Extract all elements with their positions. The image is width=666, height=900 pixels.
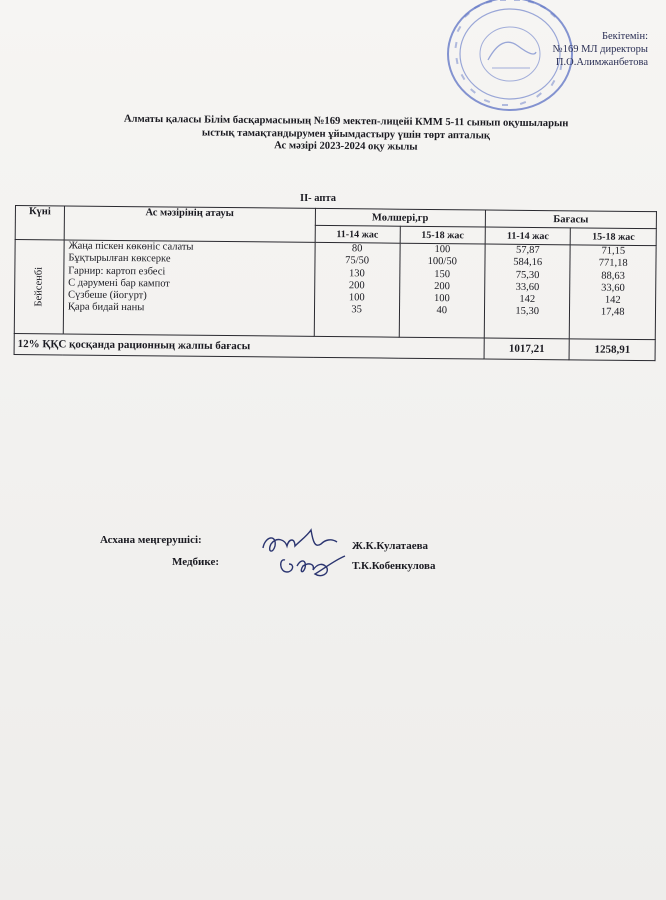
qty-value: 100 — [348, 292, 365, 304]
dish-item: Сүзбеше (йогурт) — [67, 289, 147, 302]
price-value: 57,87 — [515, 244, 540, 257]
total-label: 12% ҚҚС қосқанда рационның жалпы бағасы — [14, 333, 484, 359]
qty-value: 100 — [433, 293, 450, 305]
price-value: 33,60 — [515, 281, 540, 293]
price-value: 17,48 — [600, 307, 625, 319]
price-value: 33,60 — [601, 282, 625, 294]
approval-line-1: Бекітемін: — [601, 31, 648, 42]
qty-value: 200 — [434, 280, 450, 293]
price-value: 584,16 — [513, 257, 543, 269]
dish-item: С дәрумені бар кампот — [68, 277, 170, 290]
price-value: 71,15 — [601, 245, 626, 257]
total-age1: 1017,21 — [484, 338, 570, 360]
day-label: Бейсенбі — [33, 266, 45, 307]
price-value: 15,30 — [515, 306, 540, 318]
title-line-2: ыстық тамақтандырумен ұйымдастыру үшін төрт апталық — [201, 126, 491, 142]
dish-item: Жаңа піскен көкөніс салаты — [68, 240, 194, 253]
title-line-1: Алматы қаласы Білім басқармасының №169 мектеп-лицейі КММ 5-11 сынып оқушыларын — [123, 113, 569, 130]
qty-value: 100 — [434, 244, 451, 256]
price-value: 142 — [604, 294, 621, 307]
approval-line-2: №169 МЛ директоры — [552, 44, 648, 55]
header-qty-age1: 11-14 жас — [315, 225, 400, 243]
approval-block — [508, 30, 648, 69]
qty-value: 130 — [349, 267, 365, 279]
header-quantity: Мөлшері,гр — [315, 208, 486, 227]
qty-age1-cell — [314, 242, 400, 337]
dish-item: Гарнир: картоп езбесі — [68, 265, 166, 278]
role-canteen-head: Асхана меңгерушісі: — [100, 534, 202, 546]
role-nurse: Медбике: — [172, 556, 219, 568]
qty-age2-cell — [399, 243, 485, 338]
qty-value: 100/50 — [427, 256, 457, 268]
title-line-3: Ас мәзірі 2023-2024 оқу жылы — [274, 140, 418, 153]
day-cell — [14, 240, 64, 334]
name-nurse: Т.К.Кобенкулова — [352, 560, 436, 572]
header-qty-age2: 15-18 жас — [400, 226, 485, 244]
dish-list-cell — [63, 240, 315, 336]
qty-value: 200 — [348, 280, 365, 292]
header-day: Күні — [15, 206, 64, 240]
header-price-age2: 15-18 жас — [571, 228, 657, 246]
header-dish: Ас мәзірінің атауы — [64, 206, 315, 242]
approval-line-3: П.О.Алимжанбетова — [555, 57, 648, 68]
price-value: 142 — [519, 294, 536, 306]
price-age1-cell — [484, 244, 570, 339]
document-title — [40, 113, 652, 157]
price-value: 88,63 — [601, 270, 625, 282]
menu-table — [14, 205, 657, 361]
header-price: Бағасы — [485, 210, 656, 229]
price-value: 75,30 — [515, 269, 540, 281]
header-price-age1: 11-14 жас — [485, 227, 571, 245]
qty-value: 80 — [351, 243, 363, 255]
qty-value: 35 — [351, 304, 362, 316]
qty-value: 75/50 — [345, 255, 370, 267]
dish-item: Бұқтырылған көксерке — [68, 252, 171, 265]
week-label: II- апта — [300, 193, 336, 204]
name-canteen-head: Ж.К.Кулатаева — [352, 540, 429, 552]
handwritten-signatures — [255, 518, 355, 586]
dish-item: Қара бидай наны — [67, 301, 145, 314]
price-age2-cell — [570, 245, 656, 340]
qty-value: 150 — [434, 268, 451, 280]
price-value: 771,18 — [598, 257, 628, 270]
total-age2: 1258,91 — [569, 339, 655, 361]
qty-value: 40 — [436, 305, 448, 317]
